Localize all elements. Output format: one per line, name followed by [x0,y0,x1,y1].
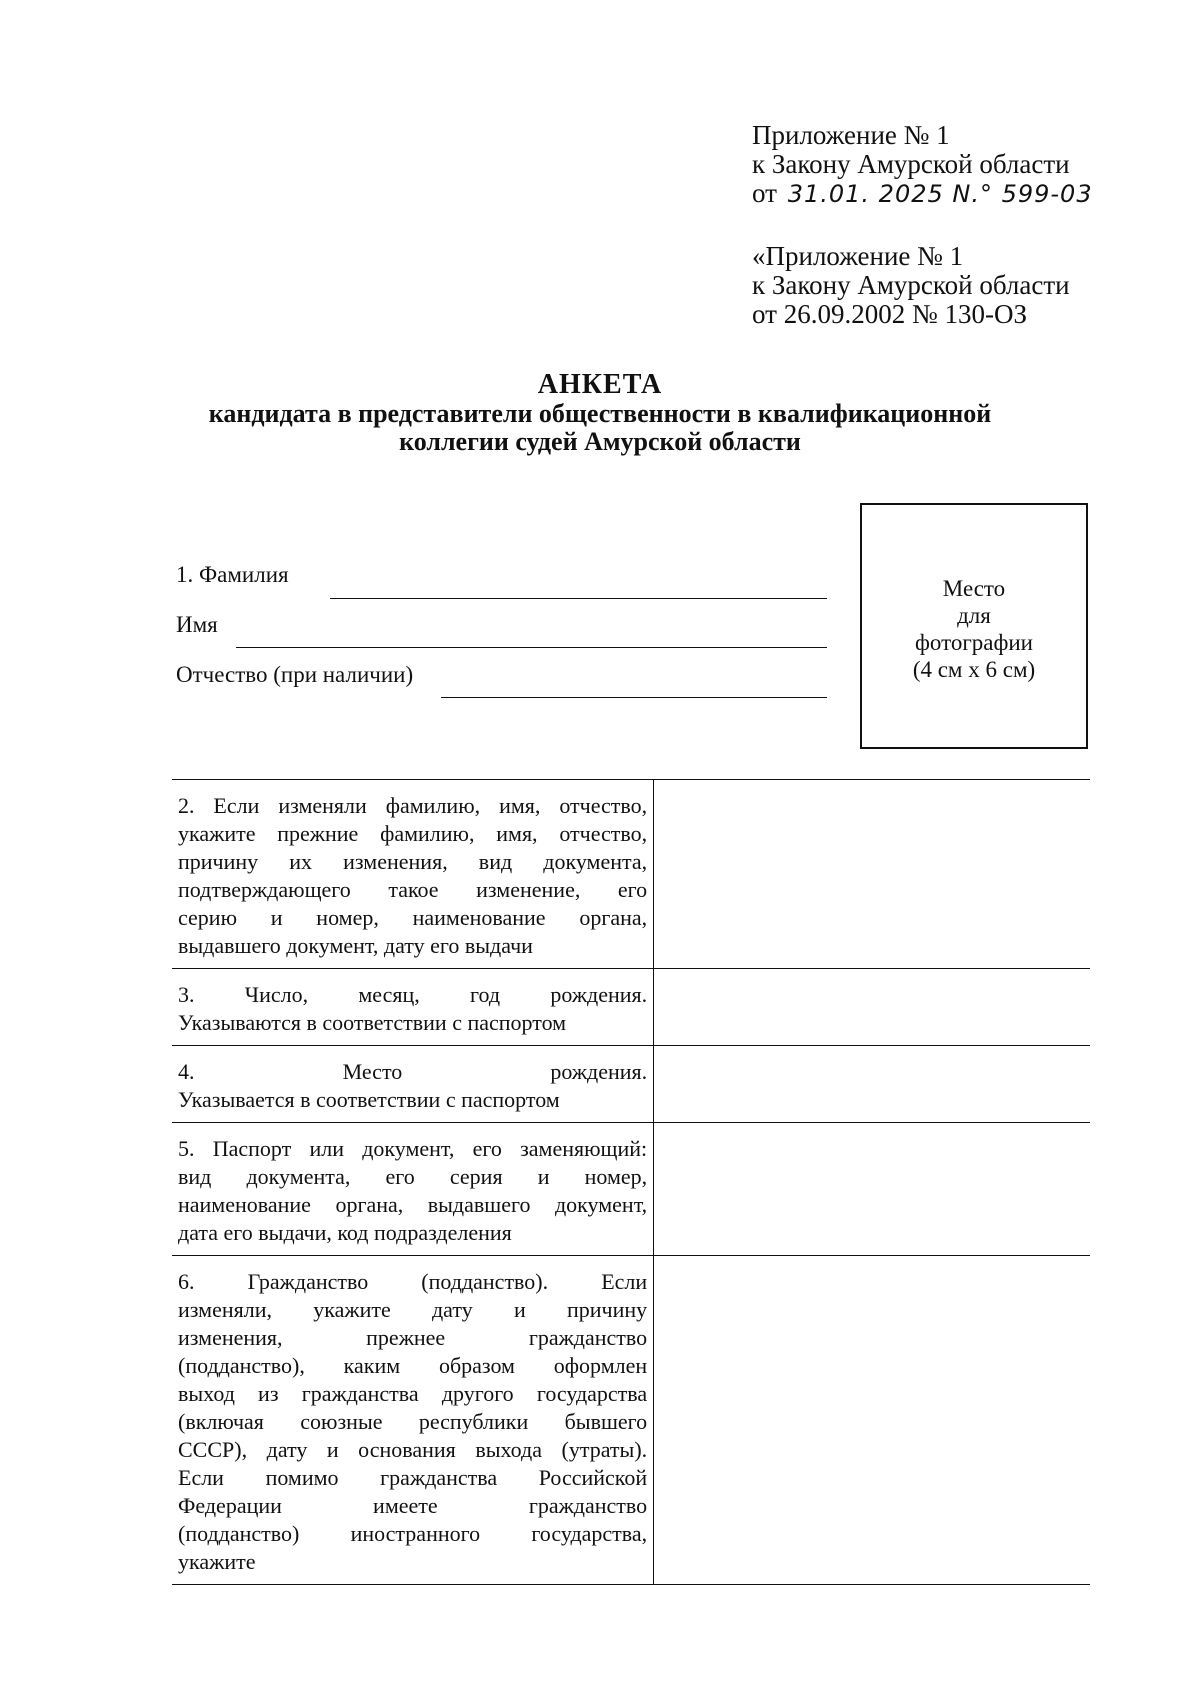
appendix-old-line1: «Приложение № 1 [752,241,964,271]
question-line: изменяли, укажите дату и причину [178,1297,648,1322]
question-line: Указываются в соответствии с паспортом [178,1010,567,1035]
question-line: причину их изменения, вид документа, [178,849,648,874]
handwritten-date-number: 31.01. 2025 N.° 599-03 [787,180,1093,208]
question-line: подтверждающего такое изменение, его [178,877,648,902]
surname-label: 1. Фамилия [176,562,289,587]
photo-text-line3: фотографии [914,630,1033,655]
question-row [172,1046,1090,1123]
appendix-old-line3: от 26.09.2002 № 130-ОЗ [752,299,1027,329]
question-text [172,969,654,1046]
question-text [172,1046,654,1123]
question-line: серию и номер, наименование органа, [178,905,648,930]
question-line: (включая союзные республики бывшего [178,1409,648,1434]
question-line: наименование органа, выдавшего документ, [178,1192,648,1217]
question-text [172,780,654,969]
question-line: СССР), дату и основания выхода (утраты). [178,1437,648,1462]
appendix-old-header [752,242,1070,329]
photo-text-line2: для [957,603,991,628]
question-line: 4. Место рождения. [178,1059,648,1084]
patronymic-field[interactable] [441,697,827,698]
first-name-label: Имя [176,612,218,637]
question-line: изменения, прежнее гражданство [178,1325,648,1350]
appendix-old-line2: к Закону Амурской области [752,270,1070,300]
title-line3: коллегии судей Амурской области [399,427,801,456]
question-line: 6. Гражданство (подданство). Если [178,1269,648,1294]
question-line: Если помимо гражданства Российской [178,1465,648,1490]
appendix-new-line3 [752,179,1093,209]
question-line: укажите [178,1549,256,1574]
question-text [172,1256,654,1585]
question-row [172,1123,1090,1256]
answer-cell[interactable] [654,1123,1090,1256]
question-line: Указывается в соответствии с паспортом [178,1087,560,1112]
question-line: 3. Число, месяц, год рождения. [178,982,648,1007]
surname-field[interactable] [330,598,827,599]
photo-text-line1: Место [942,576,1006,601]
answer-cell[interactable] [654,969,1090,1046]
appendix-new-date-prefix: от [752,178,777,208]
question-text [172,1123,654,1256]
appendix-new-line2: к Закону Амурской области [752,149,1070,179]
title-main: АНКЕТА [537,369,663,400]
answer-cell[interactable] [654,780,1090,969]
first-name-field[interactable] [236,647,827,648]
question-line: (подданство), каким образом оформлен [178,1353,648,1378]
title-line2: кандидата в представители общественности в квалификационной [208,399,992,428]
question-line: 2. Если изменяли фамилию, имя, отчество, [178,793,648,818]
question-line: Федерации имеете гражданство [178,1493,648,1518]
appendix-new-line1: Приложение № 1 [752,120,950,150]
answer-cell[interactable] [654,1256,1090,1585]
photo-text-line4: (4 см х 6 см) [912,657,1036,682]
question-line: выход из гражданства другого государства [178,1381,648,1406]
patronymic-label: Отчество (при наличии) [176,662,414,687]
question-line: (подданство) иностранного государства, [178,1521,648,1546]
question-row [172,969,1090,1046]
appendix-new-header [752,121,1093,209]
form-title [150,370,1050,456]
photo-placeholder [860,503,1088,749]
question-line: 5. Паспорт или документ, его заменяющий: [178,1136,648,1161]
answer-cell[interactable] [654,1046,1090,1123]
questionnaire-table [172,779,1090,1585]
question-line: выдавшего документ, дату его выдачи [178,933,533,958]
question-line: укажите прежние фамилию, имя, отчество, [178,821,648,846]
question-line: дата его выдачи, код подразделения [178,1220,512,1245]
question-row [172,1256,1090,1585]
question-row [172,780,1090,969]
question-line: вид документа, его серия и номер, [178,1164,648,1189]
